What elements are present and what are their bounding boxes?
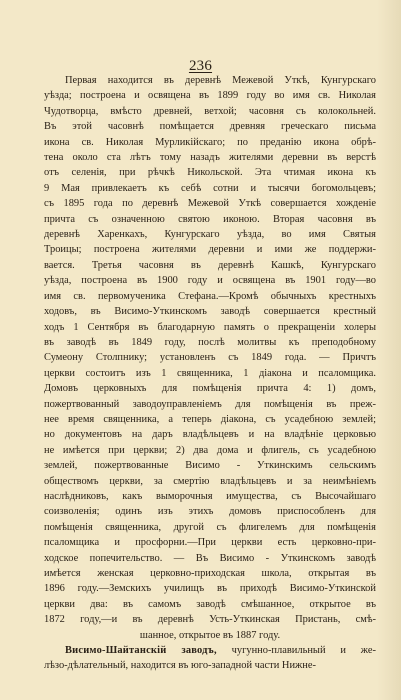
text-line: соизволенія; одинъ изъ этихъ домовъ приспособленъ для — [44, 506, 376, 518]
text-line: не имѣется при церкви; 2) два дома и флигель, съ усадебною — [44, 444, 376, 456]
text-line: нее время священника, а теперь діакона, съ усадебною землей; — [44, 413, 376, 425]
text-line: икона св. Николая Мурликійскаго; по преданію икона обрѣ- — [44, 136, 376, 148]
text-line: церкви два: въ самомъ заводѣ смѣшанное, открытое въ — [44, 598, 376, 610]
text-line: съ 1895 года по деревнѣ Межевой Уткѣ совершается хожденіе — [44, 198, 376, 210]
text-line: Въ этой часовнѣ помѣщается древняя греческаго письма — [44, 121, 376, 133]
text-line: 1872 году,—и въ деревнѣ Усть-Уткинская Пристань, смѣ- — [44, 614, 376, 626]
text-line: вается. Третья часовня въ деревнѣ Кашкѣ, Кунгурскаго — [44, 259, 376, 271]
text-line: псаломщика и просфорни.—При церкви есть церковно-при- — [44, 537, 376, 549]
text-line: тена около ста лѣтъ тому назадъ жителями деревни въ верстѣ — [44, 152, 376, 164]
text-line: уѣзда; построена и освящена въ 1899 году во имя св. Николая — [44, 90, 376, 102]
text-line: наслѣдниковъ, какъ выморочныя имущества, съ Высочайшаго — [44, 490, 376, 502]
text-line: ходское попечительство. — Въ Висимо - Уткинскомъ заводѣ — [44, 552, 376, 564]
text-line: обществомъ церкви, за смертію владѣльцевъ и за неимѣніемъ — [44, 475, 376, 487]
text-line: ходовъ, въ Висимо-Уткинскомъ заводѣ совершается крестный — [44, 306, 376, 318]
text-line: въ заводѣ въ 1849 году, послѣ молитвы къ преподобному — [44, 336, 376, 348]
text-line: 1896 году.—Земскихъ училищъ въ приходѣ Висимо-Уткинской — [44, 583, 376, 595]
text-line: причта съ означенною святою иконою. Вторая часовня въ — [44, 213, 376, 225]
text-line: Чудотворца, вмѣсто древней, ветхой; часовня съ колокольней. — [44, 105, 376, 117]
page-edge-shadow — [377, 0, 401, 700]
text-line: Троицы; построена жителями деревни и ими же поддержи- — [44, 244, 376, 256]
text-line: Сумеону Столпнику; установленъ съ 1849 года. — Причтъ — [44, 352, 376, 364]
page-text-block — [44, 73, 376, 674]
text-line: лѣзо-дѣлательный, находится въ юго-западной части Нижне- — [44, 660, 316, 672]
text-line: уѣзда, построена въ 1900 году и освящена въ 1901 году—во — [44, 275, 376, 287]
text-line: 9 Мая привлекаетъ къ себѣ сотни и тысячи богомольцевъ; — [44, 182, 376, 194]
text-line: Висимо-Шайтанскій заводъ, чугунно-плавильный и же- — [65, 645, 376, 657]
page-number: 236 — [188, 58, 213, 74]
text-line: имя св. первомученика Стефана.—Кромѣ обычныхъ крестныхъ — [44, 290, 376, 302]
section-heading-text: Висимо-Шайтанскій заводъ, — [65, 645, 217, 657]
text-line: Домовъ церковныхъ для помѣщенія причта 4: 1) домъ, — [44, 383, 376, 395]
text-line: ходъ 1 Сентября въ благодарную память о прекращеніи холеры — [44, 321, 376, 333]
text-line: деревнѣ Харенкахъ, Кунгурскаго уѣзда, во имя Святыя — [44, 229, 376, 241]
text-line: имѣется женская церковно-приходская школа, открытая въ — [44, 568, 376, 579]
text-line: Первая находится въ деревнѣ Межевой Уткѣ, Кунгурскаго — [65, 75, 376, 86]
text-line: отъ селенія, при рѣчкѣ Никольской. Эта чтимая икона къ — [44, 167, 376, 179]
text-line: шанное, открытое въ 1887 году. — [139, 629, 281, 641]
text-line: пожертвованный заводоуправленіемъ для помѣщенія въ преж- — [44, 398, 376, 410]
text-line: землей, пожертвованные Висимо - Уткинскимъ сельскимъ — [44, 460, 376, 472]
text-line: но документовъ на даръ владѣльцевъ и на владѣніе церковью — [44, 429, 376, 441]
text-line: помѣщенія священника, другой съ флигелемъ для помѣщенія — [44, 521, 376, 533]
text-line: церкви состоитъ изъ 1 священника, 1 діакона и псаломщика. — [44, 367, 376, 379]
